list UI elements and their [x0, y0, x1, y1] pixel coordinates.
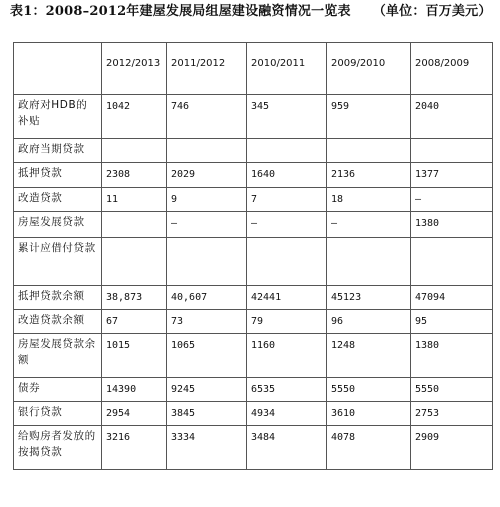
row-label: 抵押贷款 [14, 163, 102, 188]
table-cell: 1248 [327, 334, 411, 378]
table-cell [411, 139, 493, 163]
header-cell [14, 43, 102, 95]
table-cell: 2308 [102, 163, 167, 188]
table-cell [102, 238, 167, 286]
table-cell: 3484 [247, 426, 327, 470]
table-cell: 45123 [327, 286, 411, 310]
table-row [14, 212, 493, 238]
table-row [14, 163, 493, 188]
table-cell: 67 [102, 310, 167, 334]
table-cell: 6535 [247, 378, 327, 402]
table-cell: 47094 [411, 286, 493, 310]
table-cell: – [167, 212, 247, 238]
table-row [14, 286, 493, 310]
table-cell: 1380 [411, 334, 493, 378]
table-cell: 38,873 [102, 286, 167, 310]
table-row [14, 334, 493, 378]
table-cell: 2029 [167, 163, 247, 188]
table-unit: （单位：百万美元） [372, 4, 492, 19]
table-cell: 40,607 [167, 286, 247, 310]
table-cell [411, 238, 493, 286]
table-cell: 1640 [247, 163, 327, 188]
table-cell: 1160 [247, 334, 327, 378]
table-cell: 1042 [102, 95, 167, 139]
table-cell: 14390 [102, 378, 167, 402]
table-cell: 746 [167, 95, 247, 139]
table-row [14, 426, 493, 470]
table-cell: 3334 [167, 426, 247, 470]
row-label: 银行贷款 [14, 402, 102, 426]
table-cell: 2954 [102, 402, 167, 426]
table-caption [10, 2, 492, 21]
table-cell: 1377 [411, 163, 493, 188]
table-row [14, 310, 493, 334]
header-cell: 2012/2013 [102, 43, 167, 95]
table-cell [167, 238, 247, 286]
table-cell: 79 [247, 310, 327, 334]
table-cell: – [327, 212, 411, 238]
table-cell: 2040 [411, 95, 493, 139]
table-row [14, 238, 493, 286]
table-cell: 95 [411, 310, 493, 334]
table-cell: 1065 [167, 334, 247, 378]
row-label: 改造贷款 [14, 188, 102, 212]
header-cell: 2011/2012 [167, 43, 247, 95]
table-cell: 73 [167, 310, 247, 334]
table-cell: 96 [327, 310, 411, 334]
table-cell [102, 212, 167, 238]
table-cell: 3216 [102, 426, 167, 470]
table-cell [327, 139, 411, 163]
table-cell: 2136 [327, 163, 411, 188]
table-title: 表1：2008–2012年建屋发展局组屋建设融资情况一览表 [10, 4, 351, 19]
table-cell: 1015 [102, 334, 167, 378]
table-cell [327, 238, 411, 286]
table-row [14, 378, 493, 402]
table-cell: 345 [247, 95, 327, 139]
table-cell: 4934 [247, 402, 327, 426]
financing-table [13, 42, 493, 470]
table-cell: 5550 [411, 378, 493, 402]
row-label: 房屋发展贷款余额 [14, 334, 102, 378]
row-label: 政府对HDB的补贴 [14, 95, 102, 139]
row-label: 债券 [14, 378, 102, 402]
header-cell: 2009/2010 [327, 43, 411, 95]
table-cell: 3610 [327, 402, 411, 426]
table-cell: 7 [247, 188, 327, 212]
table-row [14, 188, 493, 212]
row-label: 累计应借付贷款 [14, 238, 102, 286]
table-cell: 959 [327, 95, 411, 139]
table-cell [102, 139, 167, 163]
table-cell: 18 [327, 188, 411, 212]
table-cell: 9245 [167, 378, 247, 402]
table-cell: 5550 [327, 378, 411, 402]
table-cell [167, 139, 247, 163]
table-cell: 2753 [411, 402, 493, 426]
header-row [14, 43, 493, 95]
table-cell: 11 [102, 188, 167, 212]
row-label: 抵押贷款余额 [14, 286, 102, 310]
row-label: 给购房者发放的按揭贷款 [14, 426, 102, 470]
table-row [14, 95, 493, 139]
table-cell: – [247, 212, 327, 238]
header-cell: 2008/2009 [411, 43, 493, 95]
table-row [14, 139, 493, 163]
row-label: 政府当期贷款 [14, 139, 102, 163]
table-cell [247, 238, 327, 286]
table-cell: 42441 [247, 286, 327, 310]
table-cell: 2909 [411, 426, 493, 470]
table-cell: 1380 [411, 212, 493, 238]
table-row [14, 402, 493, 426]
table-cell: 4078 [327, 426, 411, 470]
table-cell: 3845 [167, 402, 247, 426]
row-label: 改造贷款余额 [14, 310, 102, 334]
row-label: 房屋发展贷款 [14, 212, 102, 238]
table-cell: 9 [167, 188, 247, 212]
header-cell: 2010/2011 [247, 43, 327, 95]
table-cell: – [411, 188, 493, 212]
table-cell [247, 139, 327, 163]
